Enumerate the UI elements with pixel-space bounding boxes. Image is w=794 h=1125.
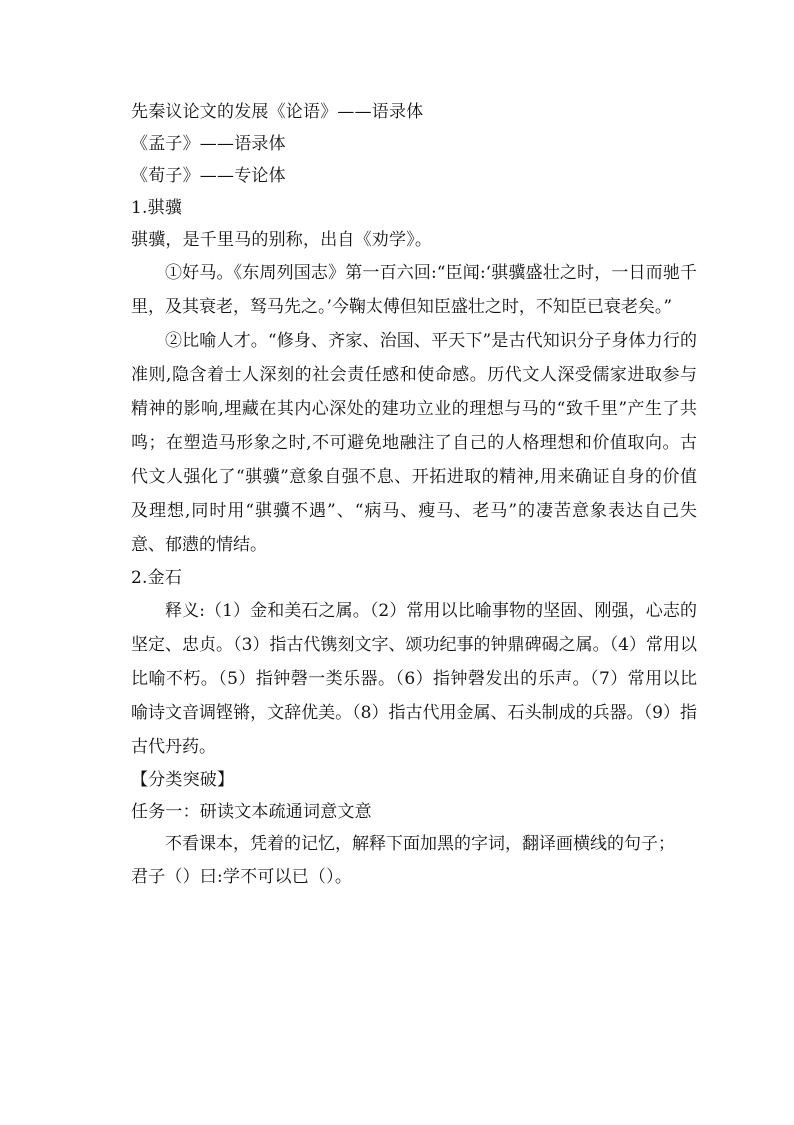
text-line-3: 《荀子》——专论体 (131, 166, 286, 186)
paragraph-talent: ②比喻人才。“修身、齐家、治国、平天下”是古代知识分子身体力行的准则,隐含着士人深刻的社会责任感和使命感。历代文人深受儒家进取参与精神的影响,埋藏在其内心深处的建功立业的理想与马的“致千里”产生了共鸣；在塑造马形象之时,不可避免地融注了自己的人格理想和价值取向。古代文人强化了“骐骥”意象自强不息、开拓进取的精神,用来确证自身的价值及理想,同时用“骐骥不遇”、“病马、瘦马、老马”的凄苦意象表达自己失意、郁懑的情结。 (131, 331, 697, 555)
document-page (131, 96, 697, 893)
paragraph-jinshi-definition: 释义:（1）金和美石之属。（2）常用以比喻事物的坚固、刚强，心志的坚定、忠贞。（3）指古代镌刻文字、颂功纪事的钟鼎碑碣之属。（4）常用以比喻不朽。（5）指钟磬一类乐器。（6）指钟磬发出的乐声。（7）常用以比喻诗文音调铿锵，文辞优美。（8）指古代用金属、石头制成的兵器。（9）指古代丹药。 (131, 601, 697, 757)
paragraph-instructions: 不看课本，凭着的记忆，解释下面加黑的字词，翻译画横线的句子； (165, 834, 675, 854)
text-line-1: 先秦议论文的发展《论语》——语录体 (131, 102, 424, 122)
exercise-line: 君子（）曰:学不可以已（）。 (131, 867, 353, 887)
paragraph-good-horse: ①好马。《东周列国志》第一百六回:“臣闻:‘骐骥盛壮之时，一日而驰千里，及其衰老，驽马先之。’今鞠太傅但知臣盛壮之时，不知臣已衰老矣。” (131, 263, 697, 317)
text-line-2: 《孟子》——语录体 (131, 134, 286, 154)
heading-jinshi: 2.金石 (131, 568, 183, 588)
text-line-5: 骐骥，是千里马的别称，出自《劝学》。 (131, 230, 433, 250)
heading-qiji: 1.骐骥 (131, 198, 183, 218)
task-heading: 任务一：研读文本疏通词意文意 (131, 802, 372, 822)
section-heading: 【分类突破】 (131, 770, 235, 790)
